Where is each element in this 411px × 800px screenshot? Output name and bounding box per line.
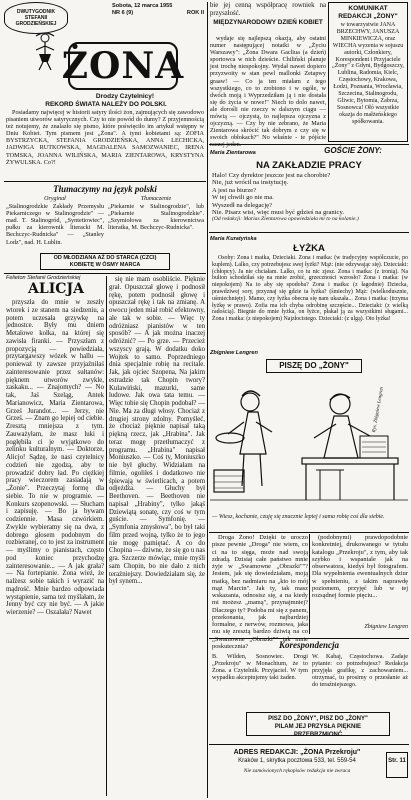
cartoon-title: PISZĘ DO „ŻONY" <box>266 359 362 373</box>
komunikat-box <box>328 2 408 142</box>
translated-heading: Tłumaczenie <box>140 196 172 202</box>
alicja-column-1 <box>6 299 104 797</box>
alicja-title: ALICJA <box>28 281 84 297</box>
letter-text: (podobnymi) prawdopodobnie konkretniej, drukowanego w tytułu katalogu „Przekroju", z tym, aby tak szybko i wspaniale jak na obserwatora, kiedyś był fotografem. Dla wypełnienia ewentualnych dziur w spełnieniu, z takim naprawdę poziomem, przyjęć lub w tej rozsądnej formie pięciu... <box>312 534 408 599</box>
column-divider <box>106 276 107 796</box>
divider <box>209 232 409 233</box>
divider <box>209 638 409 639</box>
letter-text: Droga Żono! Dzięki te uroczo pisze pewnie „Droga" nie wiem, co ci na to sięga, może nad swoją zdradą. Dzisiaj całe państwo mnie żyje w „Swamowne „Obrazki""? Jestem, jak się dowiedziałam, moją matką, bez nadmiaru na „kto to mój mąż Marcin". Jak ty, tak masz wskazania, odnosisz się, a na kiedy mi możesz „mamą", przynajmniej? Dlaczego ty? Podoba mi się z panem, przekonania, jak najbardziej formalne, z nerwów, rozmowa, jaka mu się zresztą bardzo dziwią na co „Swamowne „Obrazki"" tak mnie poskutecznia? <box>212 534 309 650</box>
lead-paragraph: Posiadamy najwięcej w historii satyry ilości żon, zajmujących się zawodowo pisaniem utworów satyrycznych. Czy to nie powód do dumy? Z przyjemnością też notujemy, że znalazło się pismo, które poświęciło im artykuł wstępny w Dniu Kobiet. Tym pismem jest „Żona". A tymi kobietami są: ZOFIA BYSTRZYCKA, STEFANIA GRODZIEŃSKA, ANNA LECHICKA, JADWIGA RUTKOWSKA, MAGDALENA SAMOZWANIEC, IRENA TOMSKA, JOANNA WILIŃSKA, MARIA ZIENTAROWA, KRYSTYNA ŻYWULSKA. Co?! <box>6 109 204 166</box>
alicja-text: się nie mam osobliście. Pięknie grał. Opuszczał głowę i podnosił rękę, potem podnosił głowę i opuszczał rękę i tak na zmianę. A owocu jeden miał robić efektowny, ale tak w sobie. — Więc ty odróżniasz pianistów w ten sposób? — A jak można inaczej odróżnić? — Po grze. — Przecież wszyscy grają. W dodatku doko Wojtek to samo. Poprzedniego dnia specjalnie robię na recitale. Jak, jak ojciec Szopena, Na jakim estradzie tak Chopin twory? Kulawiński, mazurki, same ludowe. Jak owa tata temu. — Więc tobie się Chopin podobał? — Nie. Ma za długi włosy. Chociaż z drugiej strony zdolny. Pomyśleć, że chociaż pięknie napisał taką piękną rzecz, jak „Hrabina". Jak teraz mogę przetłumaczyć z programu. „Hrabina" napisał Moniuszko. — Coś ty, Moniuszko nie był głuchy. Widziałam na filmie, ogoliłeś i dodatkowo nie śpiewają w świetlicach, a potem odjeżdża. — Głuchy był Beethoven. — Beethoven nie napisał „Hrabiny", tylko jakąś Dziewiątą sonatę, czy coś w tym guście. — Symfonię. — „Symfonia zmysłowa", bo był taki film przed wojną, tylko że to jego nie mogę pamiętać. A co do Chopina — dziwne, że się go u nas gra. Szczerze mówiąc, mnie myśli sam Chopin, bo nie dało z nich teraźniejszy. Dowiedziałam się, że był synem... <box>109 276 205 586</box>
guests-title: GOŚCIE ŻONY: <box>324 146 382 155</box>
divider <box>4 181 206 182</box>
komunikat-title: KOMUNIKAT <box>348 5 388 12</box>
womens-day-text: wydaje się najlepszą okazją, aby ostatni numer następującej notatki w „Życiu Warszawy": „Żona Dwara Gacliua (a dzień) sportowca w nich dzieście. Chiliński planuje jest trochę niespokojny. Wydał nawet dopiero przyzwoity w stan pewl mallonki Zetapwy graaw! — Co ja ten miałam z tego wszystkiego, co to zrobiono i w ogóle, w dwóch moją i Wyprzedziłam ją i nie dostała się do życia w nowe!" Niech to dolo nawet, ale dorośli nie rzeczy w dalszym ciągu — mówią — ojczystą, to najlepsza ojczyzna z ojczyzną. — Czy by nie zebrano, że Maria Zientarowa skrócić tak dobrym z czy się w swoich obłokach?" No właśnie - te pójście raczej jeden. <box>210 35 326 149</box>
translation-footer: OD MŁODZIANA AŻ DO STARCA (CZCI) KOBIETĘ W ÓSMY MARCA <box>40 253 170 270</box>
spoon-body <box>212 255 408 347</box>
translated-text: „Piekarnie w Stalinogrodzie", lub „Piekarnie Stalinogrodzkie". „Szymiołowa za kierownictwa literatka, M. Bechczyc-Rudnicka". <box>108 203 204 232</box>
address-title: ADRES REDAKCJI: „ŻONA Przekroju" <box>233 749 361 756</box>
divider <box>209 532 409 533</box>
correspondence-left: B. Wilden, Sosnowiec. Drogi „Przekroju" w Monachium, że to Żona. a Czytelnik. Przyjaciel. W tym wypadku akceptujemy taki żaden. <box>212 653 308 682</box>
divider <box>4 273 206 274</box>
lead-title: Drodzy Czytelnicy! <box>95 93 155 100</box>
issue-date: Sobota, 12 marca 1955 <box>112 3 173 9</box>
original-text: „Stalinogrodzkie Zakłady Przemysłu Piekarniczego w Stalinogrodzie" — mad. T. Stalinogród, „Syntetiowiec", pułku za kierownik literacki M. Bechczyc-Rudnicka" — „Stanley Lodz", nad. H. Lublin. <box>6 203 104 246</box>
spoon-author: Maria Kuratyńska <box>210 236 257 242</box>
song-line: W tej chwili go nie ma. <box>212 194 274 202</box>
translation-original <box>6 196 104 252</box>
komunikat-body: w towarzystwie JANA BRZECHWY, JANUSZA MINKIEWICZA, oraz WIECHA wyzenia w sojuszu autorki, Członkiery, Korespondent i Przyjaciele „Żony" z Gdyni, Bydgoszczy, Lublina, Radomia, Kielc, Częstochowy, Krakowa, Łodzi, Poznania, Wrocławia, Szczecina, Stalinogrodu, Gliwic, Bytomia, Zabrza, Sosnowca! Ołó wszystkie okazja do małżeńskiego spółkowania. <box>332 22 404 125</box>
spoon-title: ŁYŻKA <box>293 243 325 254</box>
address-line: Kraków 1, skrytka pocztowa 533, tel. 559-54 <box>238 758 356 764</box>
song-lines <box>212 172 408 216</box>
issue-year: ROK II <box>186 10 204 16</box>
divider <box>209 744 409 745</box>
original-heading: Oryginał <box>44 196 66 202</box>
song-line: Wyszedł na delegację? <box>212 201 273 209</box>
column-divider <box>309 534 310 634</box>
issue-number: NR 6 (9) <box>112 10 134 16</box>
slogan-line: PILAM JEJ PRZYSŁA PIĘKNIE PRZEBRZMIONĆ <box>274 724 362 738</box>
correspondence-title: Korespondencja <box>278 640 339 650</box>
correspondence-right: W. Kabaj, Częstochowa. Zadaje pytanie: co potrzebujesz? Redakcja przyjęła grafikę, z zachowaniem... otrzymać, tu prosimy o przesłanie aż do teraźniejszego. <box>312 653 408 689</box>
alicja-kicker: Felieton Stefanii Grodzieńskiej <box>6 275 81 281</box>
letter-signature: Zbigniew Lengren <box>364 624 408 630</box>
song-line: Halo! Czy dyrektor jeszcze jest na chorobie? <box>212 172 331 179</box>
song-line: A jest na biurze? <box>212 186 257 194</box>
cartoon-caption: — Wiesz, kochanie, czuję się znacznie lepiej i sama robię coś dla siebie. <box>212 514 385 520</box>
guests-author: Maria Zientarowa <box>210 150 256 156</box>
lady-logo-icon <box>30 32 60 72</box>
alicja-column-2 <box>109 276 205 797</box>
song-note: (Od redakcji: Marias Zientarowa opowiedziała mi to na kolanie.) <box>212 216 359 222</box>
masthead-badge: DWUTYGODNIK STEFANII GRODZIEŃSKIEJ <box>4 2 68 34</box>
divider <box>209 144 409 145</box>
column-divider <box>207 2 208 798</box>
address-note: Nie zamówionych rękopisów redakcja nie zwraca <box>243 768 351 774</box>
translation-translated <box>108 196 204 252</box>
womens-day-intro: bie jej cenną współpracę rowniek na przyszłość. <box>210 2 326 17</box>
page-stamp: Str. 11 <box>386 752 408 778</box>
lead-subtitle: REKORD ŚWIATA NALEŻY DO POLSKI. <box>45 101 167 108</box>
womens-day-body <box>210 35 326 149</box>
letter-column-2 <box>312 534 408 622</box>
womens-day-title: MIĘDZYNARODOWY DZIEŃ KOBIET <box>213 19 323 26</box>
spoon-signature: Zbigniew Lengren <box>210 350 258 356</box>
alicja-text: przyszła do mnie w zeszły wtorek i ze stanem na siedzeniu, a potem uczesała grzywkę na jednostce. Były mu dniem Metalowe kolka, na której się zawisła firanki. — Przyszłam z propozycją — powiedziała, przytargawszy wózek w hallu — ponieważ ty zawsze przyjaźniłaś zainteresowanie przez sułtanów: pięknem utworów zwykle, zaskaku... — Znajomych? — No tak, Jaś Szeląg, Antek Marianowicz, Maria Zientarowa, Grześ Jurandot... — Jerzy, nie Grześ. — Znam go lepiej od ciebie. Zresztą mniejsza z tym. Zauważyłam, że masz luki i pogłębiła ci je wyjątkowo do zelinku kulturalnym. — Doktorze, Alicjo! Sądzę, że nasi czytelnicy codzień nie zgodzą, aby te prowadzić dobry ład. Po ciężkiej pracy wieczorem zasiadają w „Żonie". Przeczytaj formę dla siebie. To nie w programie. — Konkurs szopenowski. — Słucham i zapisuję. — Bo ja bywam codziennie. Masa czwórkiem. Zwykle wybieramy się na dwa, z dobrego głosem podobnym do rozbieranej, co to jest za instrument — myślimy o pianistach, często pod koniec przychodzę zainteresowanie... — A jak grała? — Na fortepianie. Żona wież, że nalżesz sobie takich i wyrazić na mądrość. Mnie bardzo odpowiada wystąpienie, sama też myślałam, że Jenny być czy nie być. — A jakie wierzenie? — Oszalała? Nawet <box>6 299 104 616</box>
komunikat-subtitle: REDAKCJI „ŻONY" <box>338 12 398 20</box>
spoon-text: Osoby: Zona i matka, Dzieciaki. Zona i matka: (w tradycyjny współczucie, po kuplem). Lalko, czy potrzebujesz swej łyżki? Mąż: (nie odzywając się). Dzieciaki: (chłopcy). Ja nie chciałam. Lalko, co tu nic zjesz. Zona i matka: (z ironią). Na bulion schodziłaś się na mnie zrobić, grzeczności wzrosło? Zona i matka: (w niepokojem) Na to aby się spodoba? Zona i matka: (z łagodnie) Dziecka, prawdziwej sory, przyznaj się gdzie ta łyżka? (śmiechy) Mąż: (wielkodusznie, uśmiechnięty). Mamo, czy łyżka obecna się nam ukazała... Zona i matka: (trzyma łyżkę w prawo). Zofia ma ich chyba odrobinę szczęście... Dzieciaki: (z wielką radością). Biegnie do mnie łyżka, on łyżce, płakał ją za wszystkimi sługami... Żona i matka: (z niepokojem) Najzłocistego. Dzieciaki: (z ulgą). Oto łyżka! <box>212 255 408 323</box>
slogan-box <box>246 712 390 736</box>
translation-title: Tłumaczymy na język polski <box>53 184 157 194</box>
slogan-line: PISZ DO „ŻONY", PISZ DO „ŻONY" <box>268 716 368 722</box>
cartoon-artist: Rys. Zbigniew Lengren <box>372 386 385 433</box>
song-title: NA ZAKŁADZIE PRACY <box>256 160 362 171</box>
masthead-logo: ŻONA <box>68 42 178 90</box>
song-line: Nie. Pisarz wisi, więc musi być gdzieś na granicy. <box>212 209 344 217</box>
song-line: Nie, już wrócił na instytucję. <box>212 179 289 187</box>
lead-body <box>6 109 204 181</box>
